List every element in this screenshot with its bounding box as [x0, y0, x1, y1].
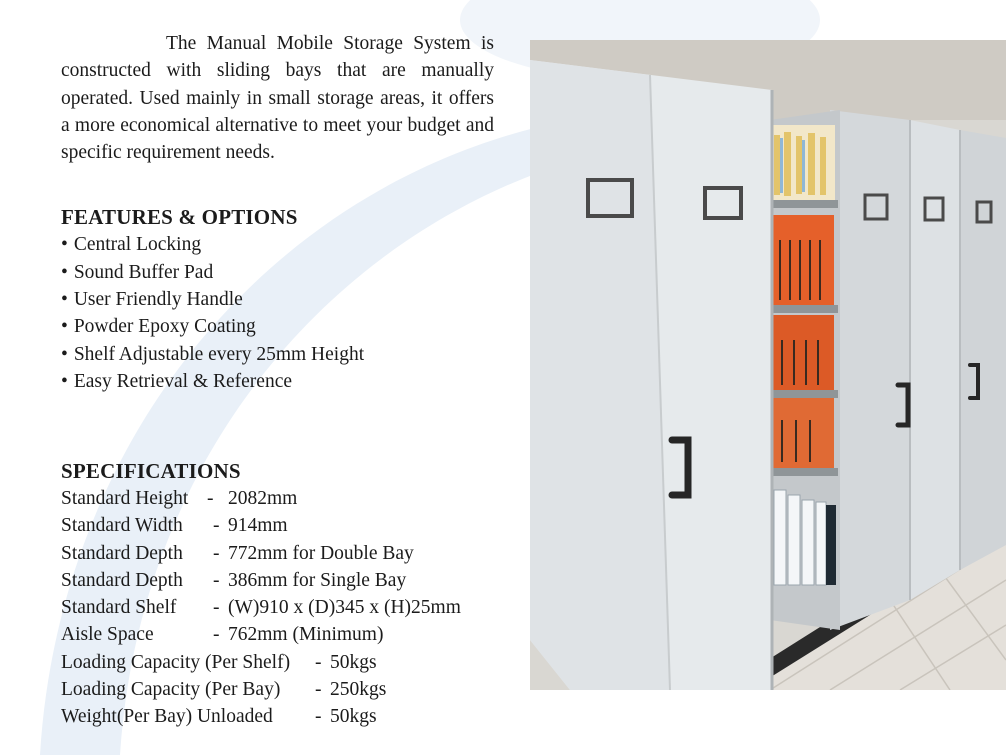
spec-value: 772mm for Double Bay — [228, 542, 414, 564]
spec-separator: - — [315, 679, 322, 701]
feature-item — [61, 231, 494, 258]
spec-separator: - — [213, 597, 220, 619]
spec-separator: - — [213, 569, 220, 591]
spec-label: Weight(Per Bay) Unloaded — [61, 706, 273, 728]
spec-value: (W)910 x (D)345 x (H)25mm — [228, 597, 461, 619]
spec-row — [61, 649, 501, 676]
feature-list — [61, 231, 494, 395]
bullet-icon: • — [61, 316, 68, 338]
feature-item — [61, 259, 494, 286]
spec-label: Loading Capacity (Per Shelf) — [61, 651, 291, 673]
spec-label: Standard Height — [61, 488, 189, 509]
spec-row — [61, 594, 501, 621]
spec-label: Standard Depth — [61, 542, 183, 564]
specifications-heading: SPECIFICATIONS — [61, 459, 241, 483]
spec-separator: - — [213, 624, 220, 646]
spec-label: Aisle Space — [61, 624, 154, 646]
spec-separator: - — [315, 706, 322, 728]
spec-row — [61, 703, 501, 730]
spec-separator: - — [315, 651, 322, 673]
spec-table — [61, 485, 501, 731]
spec-label: Standard Width — [61, 515, 183, 537]
spec-separator: - — [213, 542, 220, 564]
spec-value: 386mm for Single Bay — [228, 569, 407, 591]
spec-row — [61, 621, 501, 648]
feature-item — [61, 286, 494, 313]
spec-value: 2082mm — [228, 488, 298, 509]
intro-paragraph: The Manual Mobile Storage System is constructed with sliding bays that are manually operated. Used mainly in small storage areas, it offers a more economical alternative to meet your budget and specific requirement needs. — [61, 33, 494, 164]
spec-row — [61, 676, 501, 703]
spec-separator: - — [207, 488, 214, 509]
bullet-icon: • — [61, 343, 68, 365]
feature-label: Powder Epoxy Coating — [73, 316, 256, 338]
spec-value: 50kgs — [330, 651, 377, 673]
feature-item — [61, 341, 494, 368]
spec-row — [61, 485, 501, 512]
features-heading: FEATURES & OPTIONS — [61, 205, 298, 230]
bullet-icon: • — [61, 370, 68, 392]
spec-row — [61, 567, 501, 594]
spec-row — [61, 512, 501, 539]
spec-label: Loading Capacity (Per Bay) — [61, 679, 281, 701]
feature-item — [61, 368, 494, 395]
bullet-icon: • — [61, 261, 68, 283]
feature-label: Shelf Adjustable every 25mm Height — [73, 343, 365, 365]
spec-label: Standard Shelf — [61, 597, 177, 619]
specifications-section — [61, 457, 501, 731]
spec-value: 50kgs — [330, 706, 377, 728]
feature-label: Central Locking — [73, 234, 202, 256]
text-column — [61, 30, 494, 395]
feature-label: Easy Retrieval & Reference — [73, 370, 293, 392]
spec-row — [61, 540, 501, 567]
bullet-icon: • — [61, 289, 68, 311]
features-section — [61, 203, 494, 395]
spec-value: 250kgs — [330, 679, 387, 701]
bullet-icon: • — [61, 234, 68, 256]
feature-label: Sound Buffer Pad — [73, 261, 214, 283]
spec-separator: - — [213, 515, 220, 537]
feature-label: User Friendly Handle — [73, 289, 243, 311]
spec-value: 762mm (Minimum) — [228, 624, 384, 646]
spec-label: Standard Depth — [61, 569, 183, 591]
spec-value: 914mm — [228, 515, 288, 537]
mobile-storage-photo — [530, 40, 1006, 690]
feature-item — [61, 313, 494, 340]
